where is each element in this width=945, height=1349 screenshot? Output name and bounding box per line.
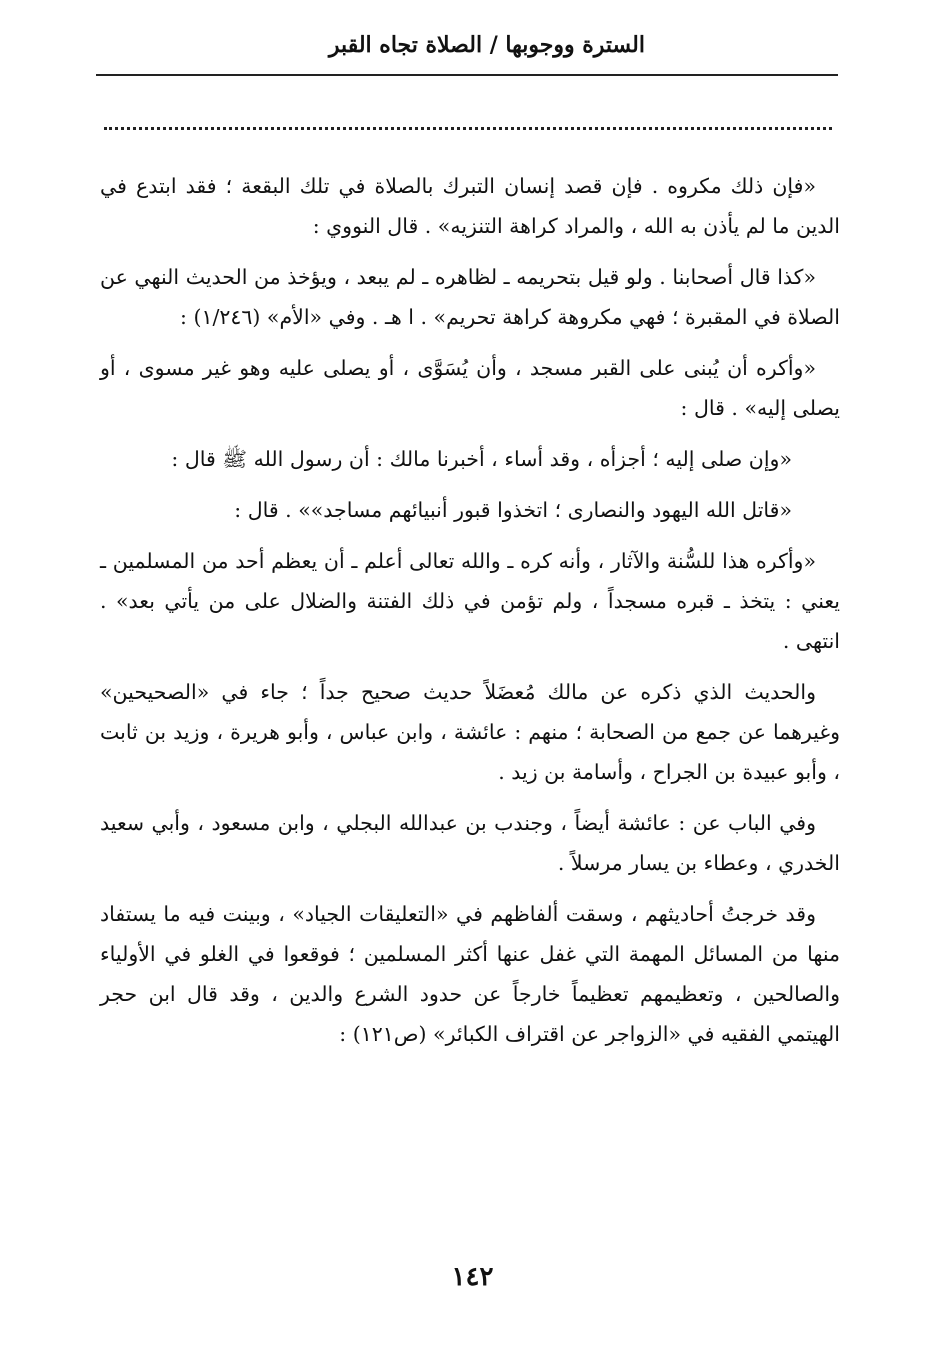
paragraph-hadith: «قاتل الله اليهود والنصارى ؛ اتخذوا قبور أنبيائهم مساجد»» . قال : bbox=[234, 498, 792, 522]
paragraph-hadith-authenticity: والحديث الذي ذكره عن مالك مُعضَلاً حديث صحيح جداً ؛ جاء في «الصحيحين» وغيرهما عن جمع من الصحابة ؛ منهم : عائشة ، وابن عباس ، وأبو هريرة ، وزيد بن ثابت ، وأبو عبيدة بن الجراح ، وأسامة بن زيد . bbox=[100, 680, 840, 784]
running-header: السترة ووجوبها / الصلاة تجاه القبر bbox=[328, 32, 645, 58]
paragraph-takhrij: وقد خرجتُ أحاديثهم ، وسقت ألفاظهم في «التعليقات الجياد» ، وبينت فيه ما يستفاد منها من المسائل المهمة التي غفل عنها أكثر المسلمين ؛ فوقعوا في الغلو في الأولياء والصالحين ، وتعظيمهم تعظيماً خارجاً عن حدود الشرع والدين ، وقد قال ابن حجر الهيتمي الفقيه في «الزواجر عن اقتراف الكبائر» (ص١٢١) : bbox=[100, 902, 840, 1046]
header-rule bbox=[96, 74, 838, 76]
paragraph-quote-umm: «وأكره أن يُبنى على القبر مسجد ، وأن يُسَوَّى ، أو يصلى عليه وهو غير مسوى ، أو يصلى إليه» . قال : bbox=[100, 356, 840, 420]
paragraph-other-narrations: وفي الباب عن : عائشة أيضاً ، وجندب بن عبدالله البجلي ، وابن مسعود ، وأبي سعيد الخدري ، وعطاء بن يسار مرسلاً . bbox=[100, 811, 840, 875]
body-text bbox=[100, 166, 840, 1065]
page-number: ١٤٢ bbox=[451, 1262, 494, 1292]
paragraph-quote-sunnah: «وأكره هذا للسُّنة والآثار ، وأنه كره ـ والله تعالى أعلم ـ أن يعظم أحد من المسلمين ـ يعني : يتخذ ـ قبره مسجداً ، ولم تؤمن في ذلك الفتنة والضلال على من يأتي بعد» . انتهى . bbox=[100, 549, 840, 653]
dotted-separator bbox=[104, 127, 832, 130]
paragraph-quote-1: «فإن ذلك مكروه . فإن قصد إنسان التبرك بالصلاة في تلك البقعة ؛ فقد ابتدع في الدين ما لم يأذن به الله ، والمراد كراهة التنزيه» . قال النووي : bbox=[100, 174, 840, 238]
paragraph-quote-nawawi: «كذا قال أصحابنا . ولو قيل بتحريمه ـ لظاهره ـ لم يبعد ، ويؤخذ من الحديث النهي عن الصلاة في المقبرة ؛ فهي مكروهة كراهة تحريم» . ا هـ . وفي «الأم» (١/٢٤٦) : bbox=[100, 265, 840, 329]
paragraph-quote-malik: «وإن صلى إليه ؛ أجزأه ، وقد أساء ، أخبرنا مالك : أن رسول الله ﷺ قال : bbox=[171, 447, 792, 471]
